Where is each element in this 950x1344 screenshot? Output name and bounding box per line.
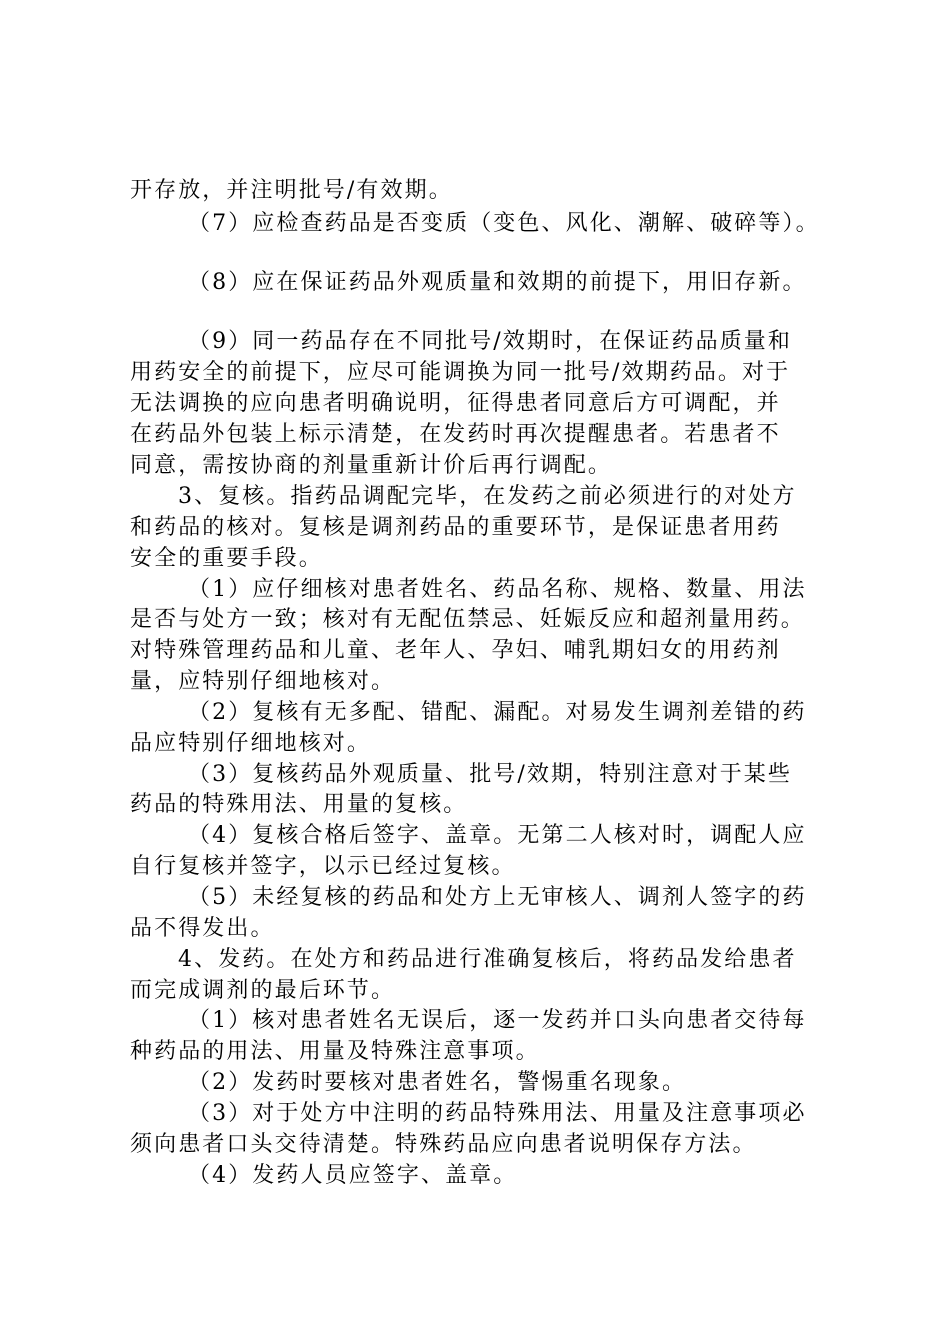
text-line: 量，应特别仔细地核对。 [130,669,396,694]
text-line: 4、发药。在处方和药品进行准确复核后，将药品发给患者 [178,947,797,972]
text-line: 药品的特殊用法、用量的复核。 [130,792,468,817]
text-line: （4）复核合格后签字、盖章。无第二人核对时，调配人应 [188,823,807,848]
text-line: 开存放，并注明批号/有效期。 [130,178,453,203]
text-line: 安全的重要手段。 [130,546,323,571]
text-line: 同意，需按协商的剂量重新计价后再行调配。 [130,453,613,478]
text-line: （1）应仔细核对患者姓名、药品名称、规格、数量、用法 [188,577,807,602]
text-line: （5）未经复核的药品和处方上无审核人、调剂人签字的药 [188,885,807,910]
text-line: 是否与处方一致；核对有无配伍禁忌、妊娠反应和超剂量用药。 [130,607,805,632]
text-line: （3）复核药品外观质量、批号/效期，特别注意对于某些 [188,762,793,787]
text-line: 品应特别仔细地核对。 [130,731,372,756]
text-line: （4）发药人员应签字、盖章。 [188,1163,518,1188]
text-line: 须向患者口头交待清楚。特殊药品应向患者说明保存方法。 [130,1132,757,1157]
text-line: 和药品的核对。复核是调剂药品的重要环节，是保证患者用药 [130,515,781,540]
text-line: 3、复核。指药品调配完毕，在发药之前必须进行的对处方 [178,484,797,509]
text-line: （7）应检查药品是否变质（变色、风化、潮解、破碎等）。 [188,211,820,236]
text-line: （2）复核有无多配、错配、漏配。对易发生调剂差错的药 [188,700,807,725]
text-line: 在药品外包装上标示清楚，在发药时再次提醒患者。若患者不 [130,422,781,447]
text-line: （2）发药时要核对患者姓名，警惕重名现象。 [188,1070,687,1095]
text-line: 种药品的用法、用量及特殊注意事项。 [130,1039,540,1064]
text-line: 而完成调剂的最后环节。 [130,978,396,1003]
text-line: （9）同一药品存在不同批号/效期时，在保证药品质量和 [188,329,793,354]
text-line: （1）核对患者姓名无误后，逐一发药并口头向患者交待每 [188,1008,807,1033]
text-line: 自行复核并签字，以示已经过复核。 [130,854,516,879]
text-line: 无法调换的应向患者明确说明，征得患者同意后方可调配，并 [130,391,781,416]
text-line: （8）应在保证药品外观质量和效期的前提下，用旧存新。 [188,270,807,295]
text-line: 对特殊管理药品和儿童、老年人、孕妇、哺乳期妇女的用药剂 [130,638,781,663]
text-line: （3）对于处方中注明的药品特殊用法、用量及注意事项必 [188,1101,807,1126]
text-line: 品不得发出。 [130,916,275,941]
text-line: 用药安全的前提下，应尽可能调换为同一批号/效期药品。对于 [130,360,791,385]
